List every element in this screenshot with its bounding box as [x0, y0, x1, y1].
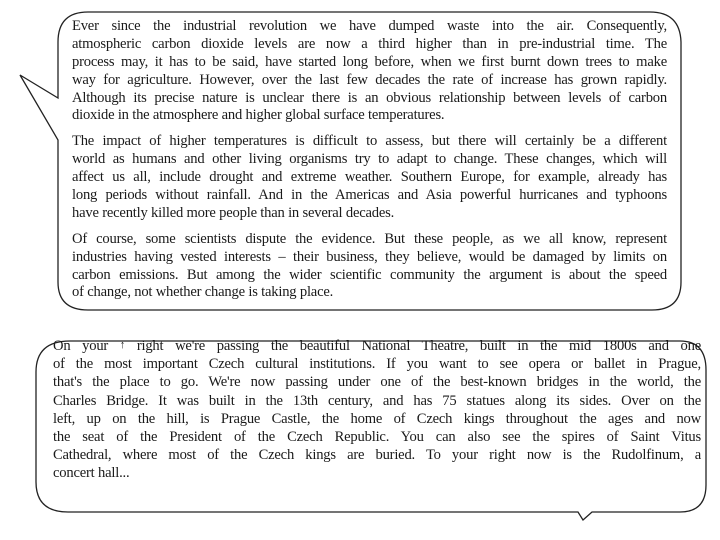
text-line: atmospheric carbon dioxide levels are now a third higher than in pre-industrial time. The — [72, 35, 667, 52]
text-line — [53, 337, 701, 355]
text-line: that's the place to go. We're now passing under one of the best-known bridges in the world, the — [53, 374, 701, 391]
text-line: carbon emissions. But among the wider scientific community the argument is about the speed — [72, 266, 667, 283]
text-line: of change, not whether change is taking place. — [72, 284, 334, 301]
text-line: of the most important Czech cultural institutions. If you want to see opera or ballet in Prague, — [53, 356, 701, 373]
prague-tour-text — [53, 337, 701, 483]
text-line: The impact of higher temperatures is difficult to assess, but there will certainly be a different — [72, 133, 667, 150]
text-line: Although its precise nature is unclear there is an obvious relationship between levels of carbon — [72, 89, 667, 106]
text-line: way for agriculture. However, over the last few decades the rate of increase has grown rapidly. — [72, 71, 667, 88]
paragraph — [72, 133, 667, 222]
paragraph — [72, 231, 667, 303]
text-line: left, up on the hill, is Prague Castle, the home of Czech kings throughout the ages and now — [53, 410, 701, 427]
text-line: affect us all, include drought and extreme weather. Southern Europe, for example, already has — [72, 169, 667, 186]
text-segment: On your — [53, 338, 109, 354]
paragraph — [72, 18, 667, 125]
text-line: industries having vested interests – their business, they believe, would be damaged by limits on — [72, 248, 667, 265]
text-line: process may, it has to be said, have started long before, when we first burnt down trees to make — [72, 53, 667, 70]
text-line: Ever since the industrial revolution we have dumped waste into the air. Consequently, — [72, 18, 667, 34]
text-line: Charles Bridge. It was built in the 13th century, and has 75 statues along its sides. Over on the — [53, 392, 701, 409]
text-line: long periods without rainfall. And in the Americas and Asia powerful hurricanes and typhoons — [72, 187, 667, 204]
text-line: the seat of the President of the Czech Republic. You can also see the spires of Saint Vitus — [53, 428, 701, 445]
text-line: world as humans and other living organisms try to adapt to change. These changes, which will — [72, 151, 667, 168]
climate-text — [72, 18, 667, 310]
text-line: have recently killed more people than in several decades. — [72, 204, 395, 221]
text-line: dioxide in the atmosphere and higher global surface temperatures. — [72, 107, 445, 124]
text-line: concert hall... — [53, 465, 130, 482]
text-line: Cathedral, where most of the Czech kings are buried. To your right now is the Rudolfinum, a — [53, 447, 701, 464]
arrow-up-icon: ↑ — [119, 339, 126, 351]
text-line: Of course, some scientists dispute the evidence. But these people, as we all know, represent — [72, 230, 667, 247]
text-segment: right we're passing the beautiful National Theatre, built in the mid 1800s and one — [136, 338, 701, 354]
